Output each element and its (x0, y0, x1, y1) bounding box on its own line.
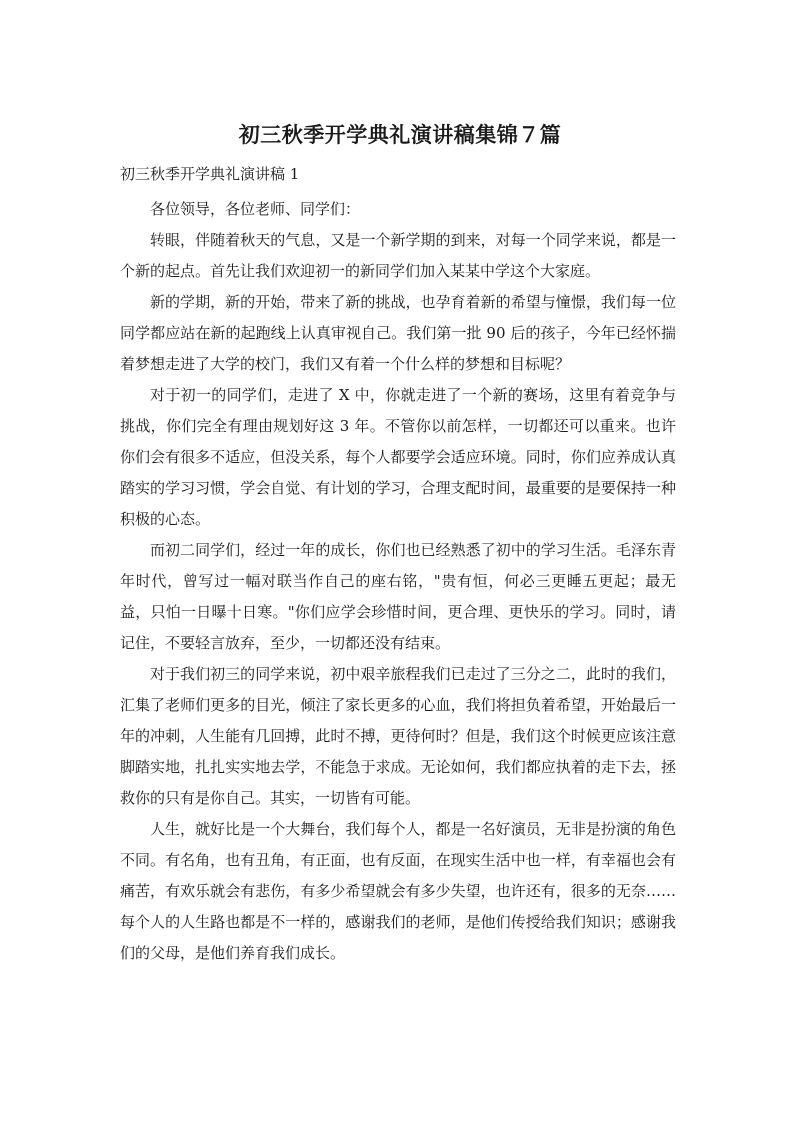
paragraph: 对于初一的同学们，走进了 X 中，你就走进了一个新的赛场，这里有着竞争与挑战，你们完全有理由规划好这 3 年。不管你以前怎样，一切都还可以重来。也许你们会有很多不适应，但没关系，每个人都要学会适应环境。同时，你们应养成认真踏实的学习习惯，学会自觉、有计划的学习，合理支配时间，最重要的是要保持一种积极的心态。 (120, 386, 676, 528)
document-body (120, 194, 676, 969)
paragraph: 新的学期，新的开始，带来了新的挑战，也孕育着新的希望与憧憬，我们每一位同学都应站在新的起跑线上认真审视自己。我们第一批 90 后的孩子，今年已经怀揣着梦想走进了大学的校门，我们又有着一个什么样的梦想和目标呢？ (120, 293, 676, 373)
paragraph: 人生，就好比是一个大舞台，我们每个人，都是一名好演员，无非是扮演的角色不同。有名角，也有丑角，有正面，也有反面，在现实生活中也一样，有幸福也会有痛苦，有欢乐就会有悲伤，有多少希望就会有多少失望，也许还有，很多的无奈……每个人的人生路也都是不一样的，感谢我们的老师，是他们传授给我们知识；感谢我们的父母，是他们养育我们成长。 (120, 820, 676, 962)
paragraph: 转眼，伴随着秋天的气息，又是一个新学期的到来，对每一个同学来说，都是一个新的起点。首先让我们欢迎初一的新同学们加入某某中学这个大家庭。 (120, 231, 676, 280)
section-heading: 初三秋季开学典礼演讲稿 1 (120, 165, 300, 183)
document-title: 初三秋季开学典礼演讲稿集锦７篇 (238, 123, 562, 147)
paragraph: 而初二同学们，经过一年的成长，你们也已经熟悉了初中的学习生活。毛泽东青年时代，曾写过一幅对联当作自己的座右铭，"贵有恒，何必三更睡五更起；最无益，只怕一日曝十日寒。"你们应学会珍惜时间，更合理、更快乐的学习。同时，请记住，不要轻言放弃，至少，一切都还没有结束。 (120, 541, 676, 652)
paragraph-greeting: 各位领导，各位老师、同学们： (150, 200, 361, 218)
paragraph: 对于我们初三的同学来说，初中艰辛旅程我们已走过了三分之二，此时的我们，汇集了老师们更多的目光，倾注了家长更多的心血，我们将担负着希望，开始最后一年的冲刺，人生能有几回搏，此时不搏，更待何时？但是，我们这个时候更应该注意脚踏实地，扎扎实实地去学，不能急于求成。无论如何，我们都应执着的走下去，拯救你的只有是你自己。其实，一切皆有可能。 (120, 665, 676, 807)
